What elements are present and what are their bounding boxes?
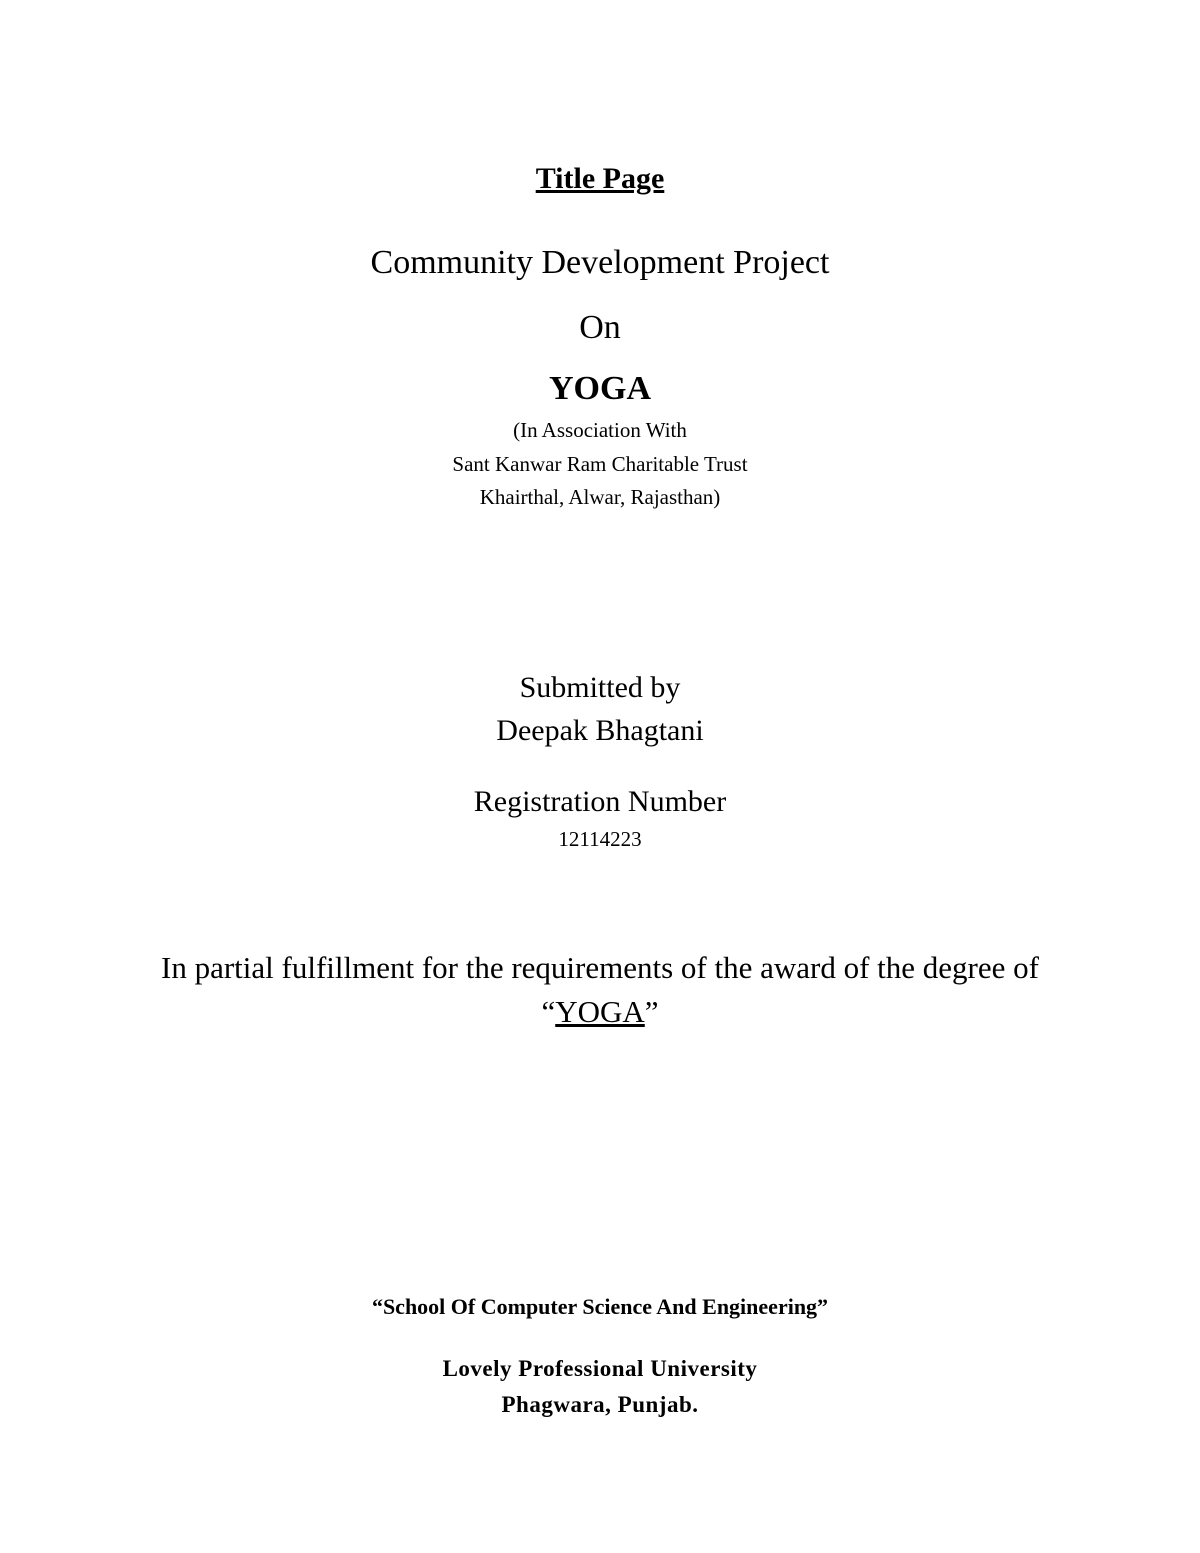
- submitted-by-label: Submitted by: [519, 671, 681, 704]
- university-location: Phagwara, Punjab.: [501, 1392, 699, 1417]
- project-subject: YOGA: [549, 370, 651, 407]
- student-name: Deepak Bhagtani: [496, 714, 704, 747]
- association-line-1: (In Association With: [513, 418, 687, 442]
- association-line-3: Khairthal, Alwar, Rajasthan): [479, 485, 721, 509]
- project-title: Community Development Project: [370, 244, 830, 281]
- degree-close-quote: ”: [644, 994, 659, 1029]
- registration-number: 12114223: [558, 827, 642, 851]
- school-name: “School Of Computer Science And Engineering”: [371, 1294, 829, 1319]
- degree-name: YOGA: [555, 994, 645, 1029]
- degree-open-quote: “: [541, 994, 556, 1029]
- degree-line: [0, 996, 1200, 1027]
- registration-label: Registration Number: [473, 785, 727, 818]
- association-line-2: Sant Kanwar Ram Charitable Trust: [452, 452, 748, 476]
- fulfillment-text: In partial fulfillment for the requirements of the award of the degree of: [161, 950, 1039, 985]
- university-name: Lovely Professional University: [442, 1356, 758, 1381]
- on-label: On: [579, 309, 621, 346]
- page-title: Title Page: [535, 162, 665, 195]
